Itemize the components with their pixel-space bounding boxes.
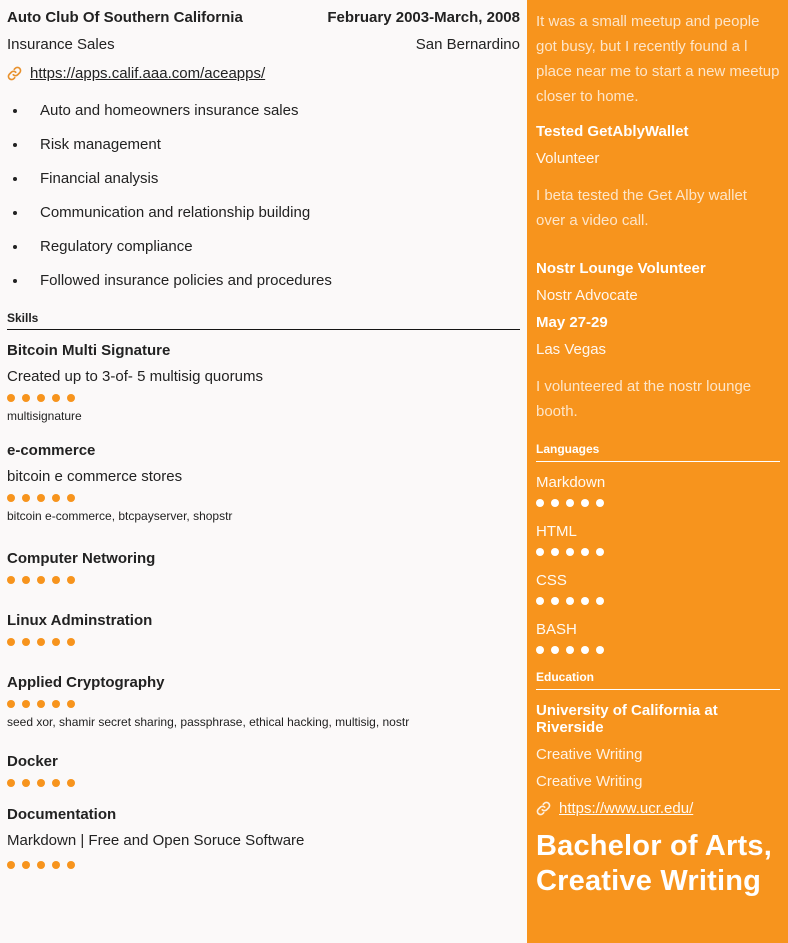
education-program: Creative Writing [536, 746, 643, 763]
rating-dot [566, 548, 574, 556]
volunteer-title: Tested GetAblyWallet [536, 123, 689, 140]
skill-item [7, 550, 520, 584]
language-rating-dots [536, 646, 780, 654]
education-school: University of California at Riverside [536, 702, 718, 736]
skill-description: Markdown | Free and Open Soruce Software [7, 832, 305, 849]
skill-item [7, 342, 520, 423]
language-rating-dots [536, 597, 780, 605]
company-link-row [7, 65, 520, 82]
rating-dot [52, 576, 60, 584]
rating-dot [22, 700, 30, 708]
language-name: CSS [536, 572, 567, 589]
language-name: BASH [536, 621, 577, 638]
rating-dot [67, 861, 75, 869]
language-rating-dots [536, 499, 780, 507]
skill-rating-dots [7, 861, 520, 869]
experience-bullet: • Risk management [28, 136, 520, 153]
rating-dot [37, 779, 45, 787]
rating-dot [581, 597, 589, 605]
rating-dot [581, 499, 589, 507]
education-link-row [536, 800, 780, 817]
rating-dot [7, 779, 15, 787]
rating-dot [7, 494, 15, 502]
rating-dot [551, 646, 559, 654]
rating-dot [22, 394, 30, 402]
rating-dot [67, 779, 75, 787]
rating-dot [22, 576, 30, 584]
language-rating-dots [536, 548, 780, 556]
skills-section-header: Skills [7, 311, 520, 330]
skill-name: Bitcoin Multi Signature [7, 342, 171, 359]
skill-keywords: bitcoin e-commerce, btcpayserver, shopstr [7, 509, 233, 523]
rating-dot [52, 700, 60, 708]
skill-rating-dots [7, 779, 520, 787]
rating-dot [581, 548, 589, 556]
education-program: Creative Writing [536, 773, 643, 790]
rating-dot [536, 499, 544, 507]
language-item [536, 474, 780, 507]
volunteer-entry [536, 260, 780, 424]
skill-item [7, 806, 520, 869]
experience-bullet: • Communication and relationship building [28, 204, 520, 221]
rating-dot [536, 646, 544, 654]
rating-dot [22, 494, 30, 502]
company-name: Auto Club Of Southern California [7, 9, 243, 26]
skill-name: Applied Cryptography [7, 674, 165, 691]
skill-name: e-commerce [7, 442, 96, 459]
volunteer-entry [536, 123, 780, 233]
skill-name: Linux Adminstration [7, 612, 153, 629]
skill-keywords: multisignature [7, 409, 82, 423]
rating-dot [536, 597, 544, 605]
rating-dot [67, 494, 75, 502]
language-name: HTML [536, 523, 577, 540]
education-degree: Bachelor of Arts, Creative Writing [536, 830, 772, 897]
link-icon [7, 66, 22, 81]
skill-item [7, 674, 520, 729]
rating-dot [536, 548, 544, 556]
rating-dot [52, 861, 60, 869]
skill-rating-dots [7, 494, 520, 502]
rating-dot [566, 646, 574, 654]
languages-section-header: Languages [536, 442, 780, 462]
rating-dot [581, 646, 589, 654]
rating-dot [566, 597, 574, 605]
rating-dot [596, 548, 604, 556]
skill-description: Created up to 3-of- 5 multisig quorums [7, 368, 263, 385]
skill-item [7, 612, 520, 646]
experience-bullet-list [28, 102, 520, 289]
rating-dot [52, 394, 60, 402]
link-icon [536, 801, 551, 816]
education-section-header: Education [536, 670, 780, 690]
rating-dot [596, 597, 604, 605]
rating-dot [551, 499, 559, 507]
rating-dot [37, 394, 45, 402]
skill-rating-dots [7, 394, 520, 402]
skill-name: Docker [7, 753, 58, 770]
rating-dot [596, 499, 604, 507]
volunteer-location: Las Vegas [536, 341, 607, 358]
volunteer-role: Volunteer [536, 150, 600, 167]
experience-bullet: • Regulatory compliance [28, 238, 520, 255]
language-name: Markdown [536, 474, 606, 491]
rating-dot [52, 494, 60, 502]
sidebar-intro-paragraph: It was a small meetup and people got busy, but I recently found a l place near me to start a new meetup closer to home. [536, 13, 780, 105]
skill-description: bitcoin e commerce stores [7, 468, 183, 485]
skill-rating-dots [7, 700, 520, 708]
rating-dot [7, 861, 15, 869]
language-item [536, 572, 780, 605]
volunteer-dates: May 27-29 [536, 314, 608, 331]
rating-dot [37, 638, 45, 646]
volunteer-title: Nostr Lounge Volunteer [536, 260, 706, 277]
rating-dot [67, 576, 75, 584]
experience-header-row [7, 9, 520, 26]
rating-dot [7, 576, 15, 584]
rating-dot [67, 638, 75, 646]
rating-dot [52, 638, 60, 646]
rating-dot [7, 700, 15, 708]
rating-dot [37, 700, 45, 708]
volunteer-description: I beta tested the Get Alby wallet over a video call. [536, 187, 747, 229]
skill-item [7, 442, 520, 523]
experience-bullet: • Financial analysis [28, 170, 520, 187]
volunteer-description: I volunteered at the nostr lounge booth. [536, 378, 752, 420]
rating-dot [37, 861, 45, 869]
rating-dot [7, 638, 15, 646]
rating-dot [52, 779, 60, 787]
job-location: San Bernardino [415, 36, 520, 53]
rating-dot [551, 548, 559, 556]
language-item [536, 621, 780, 654]
rating-dot [596, 646, 604, 654]
rating-dot [67, 700, 75, 708]
rating-dot [7, 394, 15, 402]
rating-dot [37, 576, 45, 584]
education-link[interactable]: https://www.ucr.edu/ [559, 800, 694, 817]
rating-dot [37, 494, 45, 502]
rating-dot [22, 861, 30, 869]
language-item [536, 523, 780, 556]
rating-dot [566, 499, 574, 507]
skill-rating-dots [7, 638, 520, 646]
skill-item [7, 753, 520, 787]
skill-name: Documentation [7, 806, 117, 823]
sidebar-column [527, 0, 788, 943]
rating-dot [551, 597, 559, 605]
experience-bullet: • Auto and homeowners insurance sales [28, 102, 520, 119]
job-title: Insurance Sales [7, 36, 115, 53]
rating-dot [67, 394, 75, 402]
skill-name: Computer Networing [7, 550, 156, 567]
rating-dot [22, 779, 30, 787]
employment-dates: February 2003-March, 2008 [327, 9, 520, 26]
experience-subheader-row [7, 36, 520, 53]
experience-bullet: • Followed insurance policies and procedures [28, 272, 520, 289]
rating-dot [22, 638, 30, 646]
volunteer-role: Nostr Advocate [536, 287, 638, 304]
company-link[interactable]: https://apps.calif.aaa.com/aceapps/ [30, 65, 266, 82]
skill-rating-dots [7, 576, 520, 584]
skill-keywords: seed xor, shamir secret sharing, passphrase, ethical hacking, multisig, nostr [7, 715, 410, 729]
